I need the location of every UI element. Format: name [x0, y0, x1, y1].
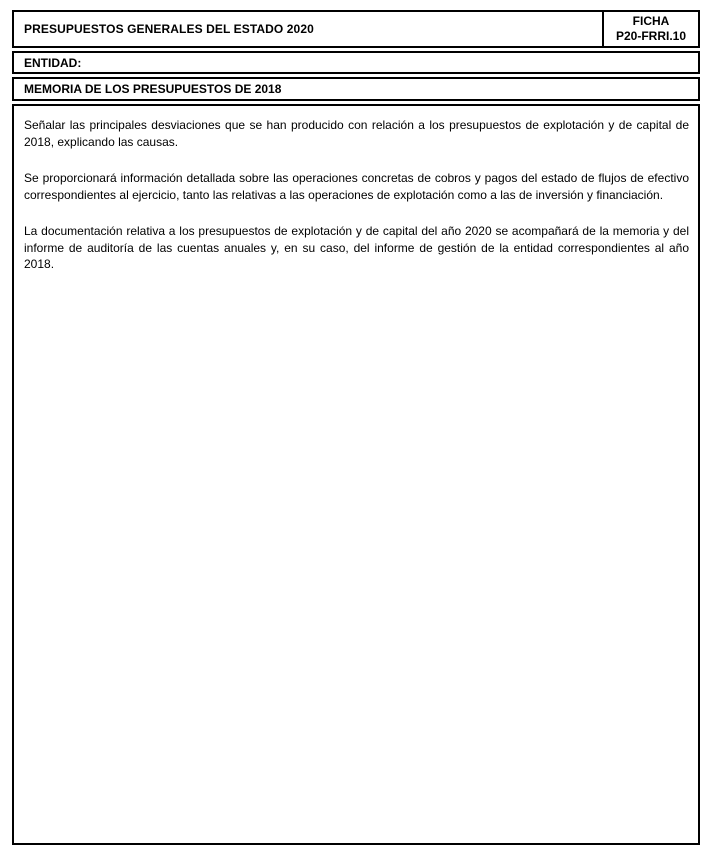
form-body: [12, 10, 700, 845]
memoria-content-box: [12, 104, 700, 845]
section-title-row: [12, 77, 700, 101]
paragraph-desviaciones: Señalar las principales desviaciones que se han producido con relación a los presupuestos de explotación y de capital de 2018, explicando las causas.: [24, 118, 689, 149]
header-row: [12, 10, 700, 48]
paragraph-documentacion: La documentación relativa a los presupuestos de explotación y de capital del año 2020 se acompañará de la memoria y del informe de auditoría de las cuentas anuales y, en su caso, del informe de gestión de la entidad correspondientes al año 2018.: [24, 224, 689, 271]
document-title: PRESUPUESTOS GENERALES DEL ESTADO 2020: [24, 22, 314, 36]
entity-field[interactable]: [81, 53, 698, 72]
ficha-cell: [602, 12, 698, 46]
entity-row: [12, 51, 700, 74]
entity-label: ENTIDAD:: [24, 55, 82, 70]
paragraph-flujos-efectivo: Se proporcionará información detallada sobre las operaciones concretas de cobros y pagos del estado de flujos de efectivo correspondientes al ejercicio, tanto las relativas a las operaciones de explotación como a las de inversión y financiación.: [24, 171, 689, 202]
ficha-code: P20-FRRI.10: [615, 29, 687, 43]
ficha-label: FICHA: [632, 14, 670, 28]
section-title: MEMORIA DE LOS PRESUPUESTOS DE 2018: [24, 82, 282, 96]
